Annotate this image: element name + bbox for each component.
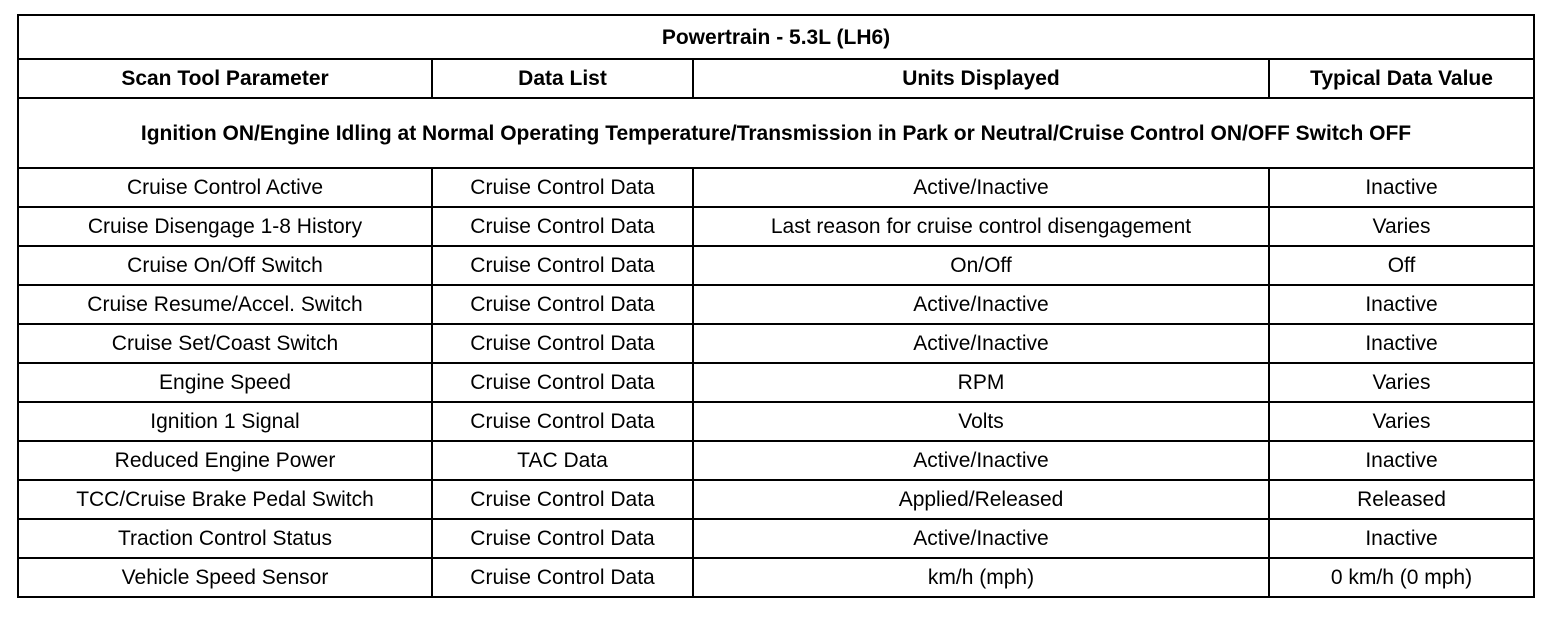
- table-row: [18, 207, 1534, 246]
- units-displayed-cell: On/Off: [693, 246, 1269, 285]
- units-displayed-cell: Active/Inactive: [693, 519, 1269, 558]
- scan-tool-parameter-cell: Cruise Resume/Accel. Switch: [18, 285, 432, 324]
- data-list-cell: Cruise Control Data: [432, 324, 693, 363]
- data-list-cell: Cruise Control Data: [432, 480, 693, 519]
- table-body: [18, 168, 1534, 597]
- typical-data-value-cell: Released: [1269, 480, 1534, 519]
- scan-tool-parameter-cell: Cruise Set/Coast Switch: [18, 324, 432, 363]
- column-header-data-list: Data List: [432, 59, 693, 98]
- scan-tool-parameter-cell: Cruise Disengage 1-8 History: [18, 207, 432, 246]
- typical-data-value-cell: Inactive: [1269, 441, 1534, 480]
- table-header-row: [18, 59, 1534, 98]
- units-displayed-cell: Active/Inactive: [693, 285, 1269, 324]
- table-row: [18, 168, 1534, 207]
- scan-tool-parameter-cell: Ignition 1 Signal: [18, 402, 432, 441]
- table-row: [18, 285, 1534, 324]
- units-displayed-cell: Active/Inactive: [693, 324, 1269, 363]
- scan-tool-parameter-cell: Traction Control Status: [18, 519, 432, 558]
- data-list-cell: Cruise Control Data: [432, 207, 693, 246]
- table-title: Powertrain - 5.3L (LH6): [18, 15, 1534, 59]
- data-list-cell: Cruise Control Data: [432, 285, 693, 324]
- data-list-cell: Cruise Control Data: [432, 363, 693, 402]
- units-displayed-cell: Last reason for cruise control disengagement: [693, 207, 1269, 246]
- units-displayed-cell: Applied/Released: [693, 480, 1269, 519]
- table-row: [18, 324, 1534, 363]
- typical-data-value-cell: Inactive: [1269, 168, 1534, 207]
- column-header-scan-tool-parameter: Scan Tool Parameter: [18, 59, 432, 98]
- units-displayed-cell: Active/Inactive: [693, 441, 1269, 480]
- data-list-cell: Cruise Control Data: [432, 402, 693, 441]
- data-list-cell: Cruise Control Data: [432, 246, 693, 285]
- column-header-units-displayed: Units Displayed: [693, 59, 1269, 98]
- table-row: [18, 480, 1534, 519]
- typical-data-value-cell: Varies: [1269, 363, 1534, 402]
- scan-tool-parameter-cell: Engine Speed: [18, 363, 432, 402]
- column-header-typical-data-value: Typical Data Value: [1269, 59, 1534, 98]
- typical-data-value-cell: Varies: [1269, 402, 1534, 441]
- scan-tool-parameter-cell: Cruise Control Active: [18, 168, 432, 207]
- units-displayed-cell: Active/Inactive: [693, 168, 1269, 207]
- table-row: [18, 402, 1534, 441]
- data-list-cell: Cruise Control Data: [432, 168, 693, 207]
- table-row: [18, 519, 1534, 558]
- table-title-row: [18, 15, 1534, 59]
- test-condition: Ignition ON/Engine Idling at Normal Operating Temperature/Transmission in Park or Neutral/Cruise Control ON/OFF Switch OFF: [18, 98, 1534, 168]
- typical-data-value-cell: Inactive: [1269, 324, 1534, 363]
- units-displayed-cell: RPM: [693, 363, 1269, 402]
- table-row: [18, 558, 1534, 597]
- typical-data-value-cell: Off: [1269, 246, 1534, 285]
- units-displayed-cell: km/h (mph): [693, 558, 1269, 597]
- typical-data-value-cell: Varies: [1269, 207, 1534, 246]
- scan-tool-parameter-cell: Reduced Engine Power: [18, 441, 432, 480]
- scan-tool-data-table: [17, 14, 1535, 598]
- typical-data-value-cell: Inactive: [1269, 285, 1534, 324]
- scan-tool-parameter-cell: Vehicle Speed Sensor: [18, 558, 432, 597]
- scan-tool-parameter-cell: Cruise On/Off Switch: [18, 246, 432, 285]
- typical-data-value-cell: 0 km/h (0 mph): [1269, 558, 1534, 597]
- table-row: [18, 363, 1534, 402]
- condition-row: [18, 98, 1534, 168]
- data-list-cell: Cruise Control Data: [432, 519, 693, 558]
- scan-tool-parameter-cell: TCC/Cruise Brake Pedal Switch: [18, 480, 432, 519]
- table-row: [18, 441, 1534, 480]
- typical-data-value-cell: Inactive: [1269, 519, 1534, 558]
- table-row: [18, 246, 1534, 285]
- data-list-cell: Cruise Control Data: [432, 558, 693, 597]
- data-list-cell: TAC Data: [432, 441, 693, 480]
- units-displayed-cell: Volts: [693, 402, 1269, 441]
